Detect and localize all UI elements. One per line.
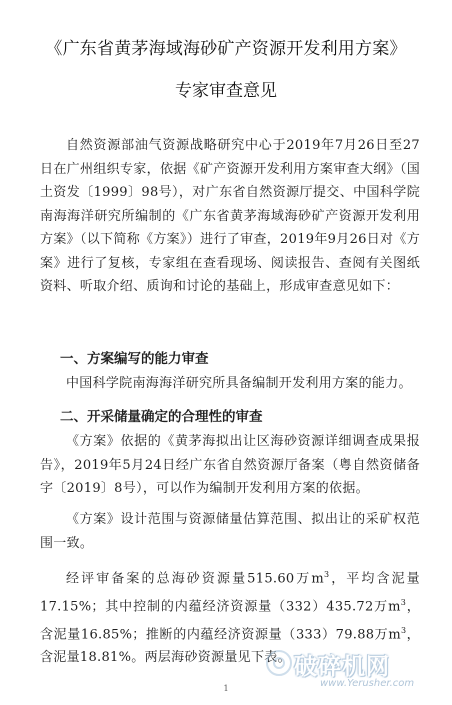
paragraph-intro: 自然资源部油气资源战略研究中心于2019年7月26日至27日在广州组织专家，依据《矿产资源开发利用方案审查大纲》（国土资发〔1999〕98号），对广东省自然资源厅提交、中国科学院南海海洋研究所编制的《广东省黄茅海域海砂矿产资源开发利用方案》（以下简称《方案》）进行了审查，2019年9月26日对《方案》进行了复核，专家组在查看现场、阅读报告、查阅有关图纸资料、听取介绍、质询和讨论的基础上，形成审查意见如下： — [40, 138, 420, 294]
watermark-url: www.Yerusher.com — [320, 678, 415, 689]
document-subtitle: 专家审查意见 — [175, 81, 277, 101]
reserves-text-c: ，含泥量16.85%；推断的内蕴经济资源量（333）79.88万m — [40, 599, 420, 642]
cube-superscript: 3 — [400, 597, 407, 607]
reserves-text-a: 经评审备案的总海砂资源量515.60万m — [66, 571, 324, 587]
reserves-text-b: ，平均含泥量17.15%；其中控制的内蕴经济资源量（332）435.72万m — [40, 571, 420, 615]
page-number: 1 — [223, 684, 229, 693]
watermark — [262, 644, 448, 700]
section-heading-1: 一、方案编写的能力审查 — [60, 351, 209, 367]
watermark-logo-icon — [266, 650, 292, 676]
cube-superscript: 3 — [400, 625, 407, 635]
paragraph-scope: 《方案》设计范围与资源储量估算范围、拟出让的采矿权范围一致。 — [40, 512, 420, 551]
watermark-text: 破碎机网 — [294, 654, 390, 680]
reserves-text-d: ，含泥量18.81%。两层海砂资源量见下表。 — [40, 626, 420, 666]
paragraph-basis: 《方案》依据的《黄茅海拟出让区海砂资源详细调查成果报告》，2019年5月24日经广东省自然资源厅备案（粤自然资储备字〔2019〕8号），可以作为编制开发利用方案的依据。 — [40, 434, 420, 496]
document-title: 《广东省黄茅海域海砂矿产资源开发利用方案》 — [45, 39, 407, 59]
paragraph-capability: 中国科学院南海海洋研究所具备编制开发利用方案的能力。 — [66, 376, 412, 391]
cube-superscript: 3 — [324, 570, 330, 579]
section-heading-2: 二、开采储量确定的合理性的审查 — [60, 409, 263, 425]
